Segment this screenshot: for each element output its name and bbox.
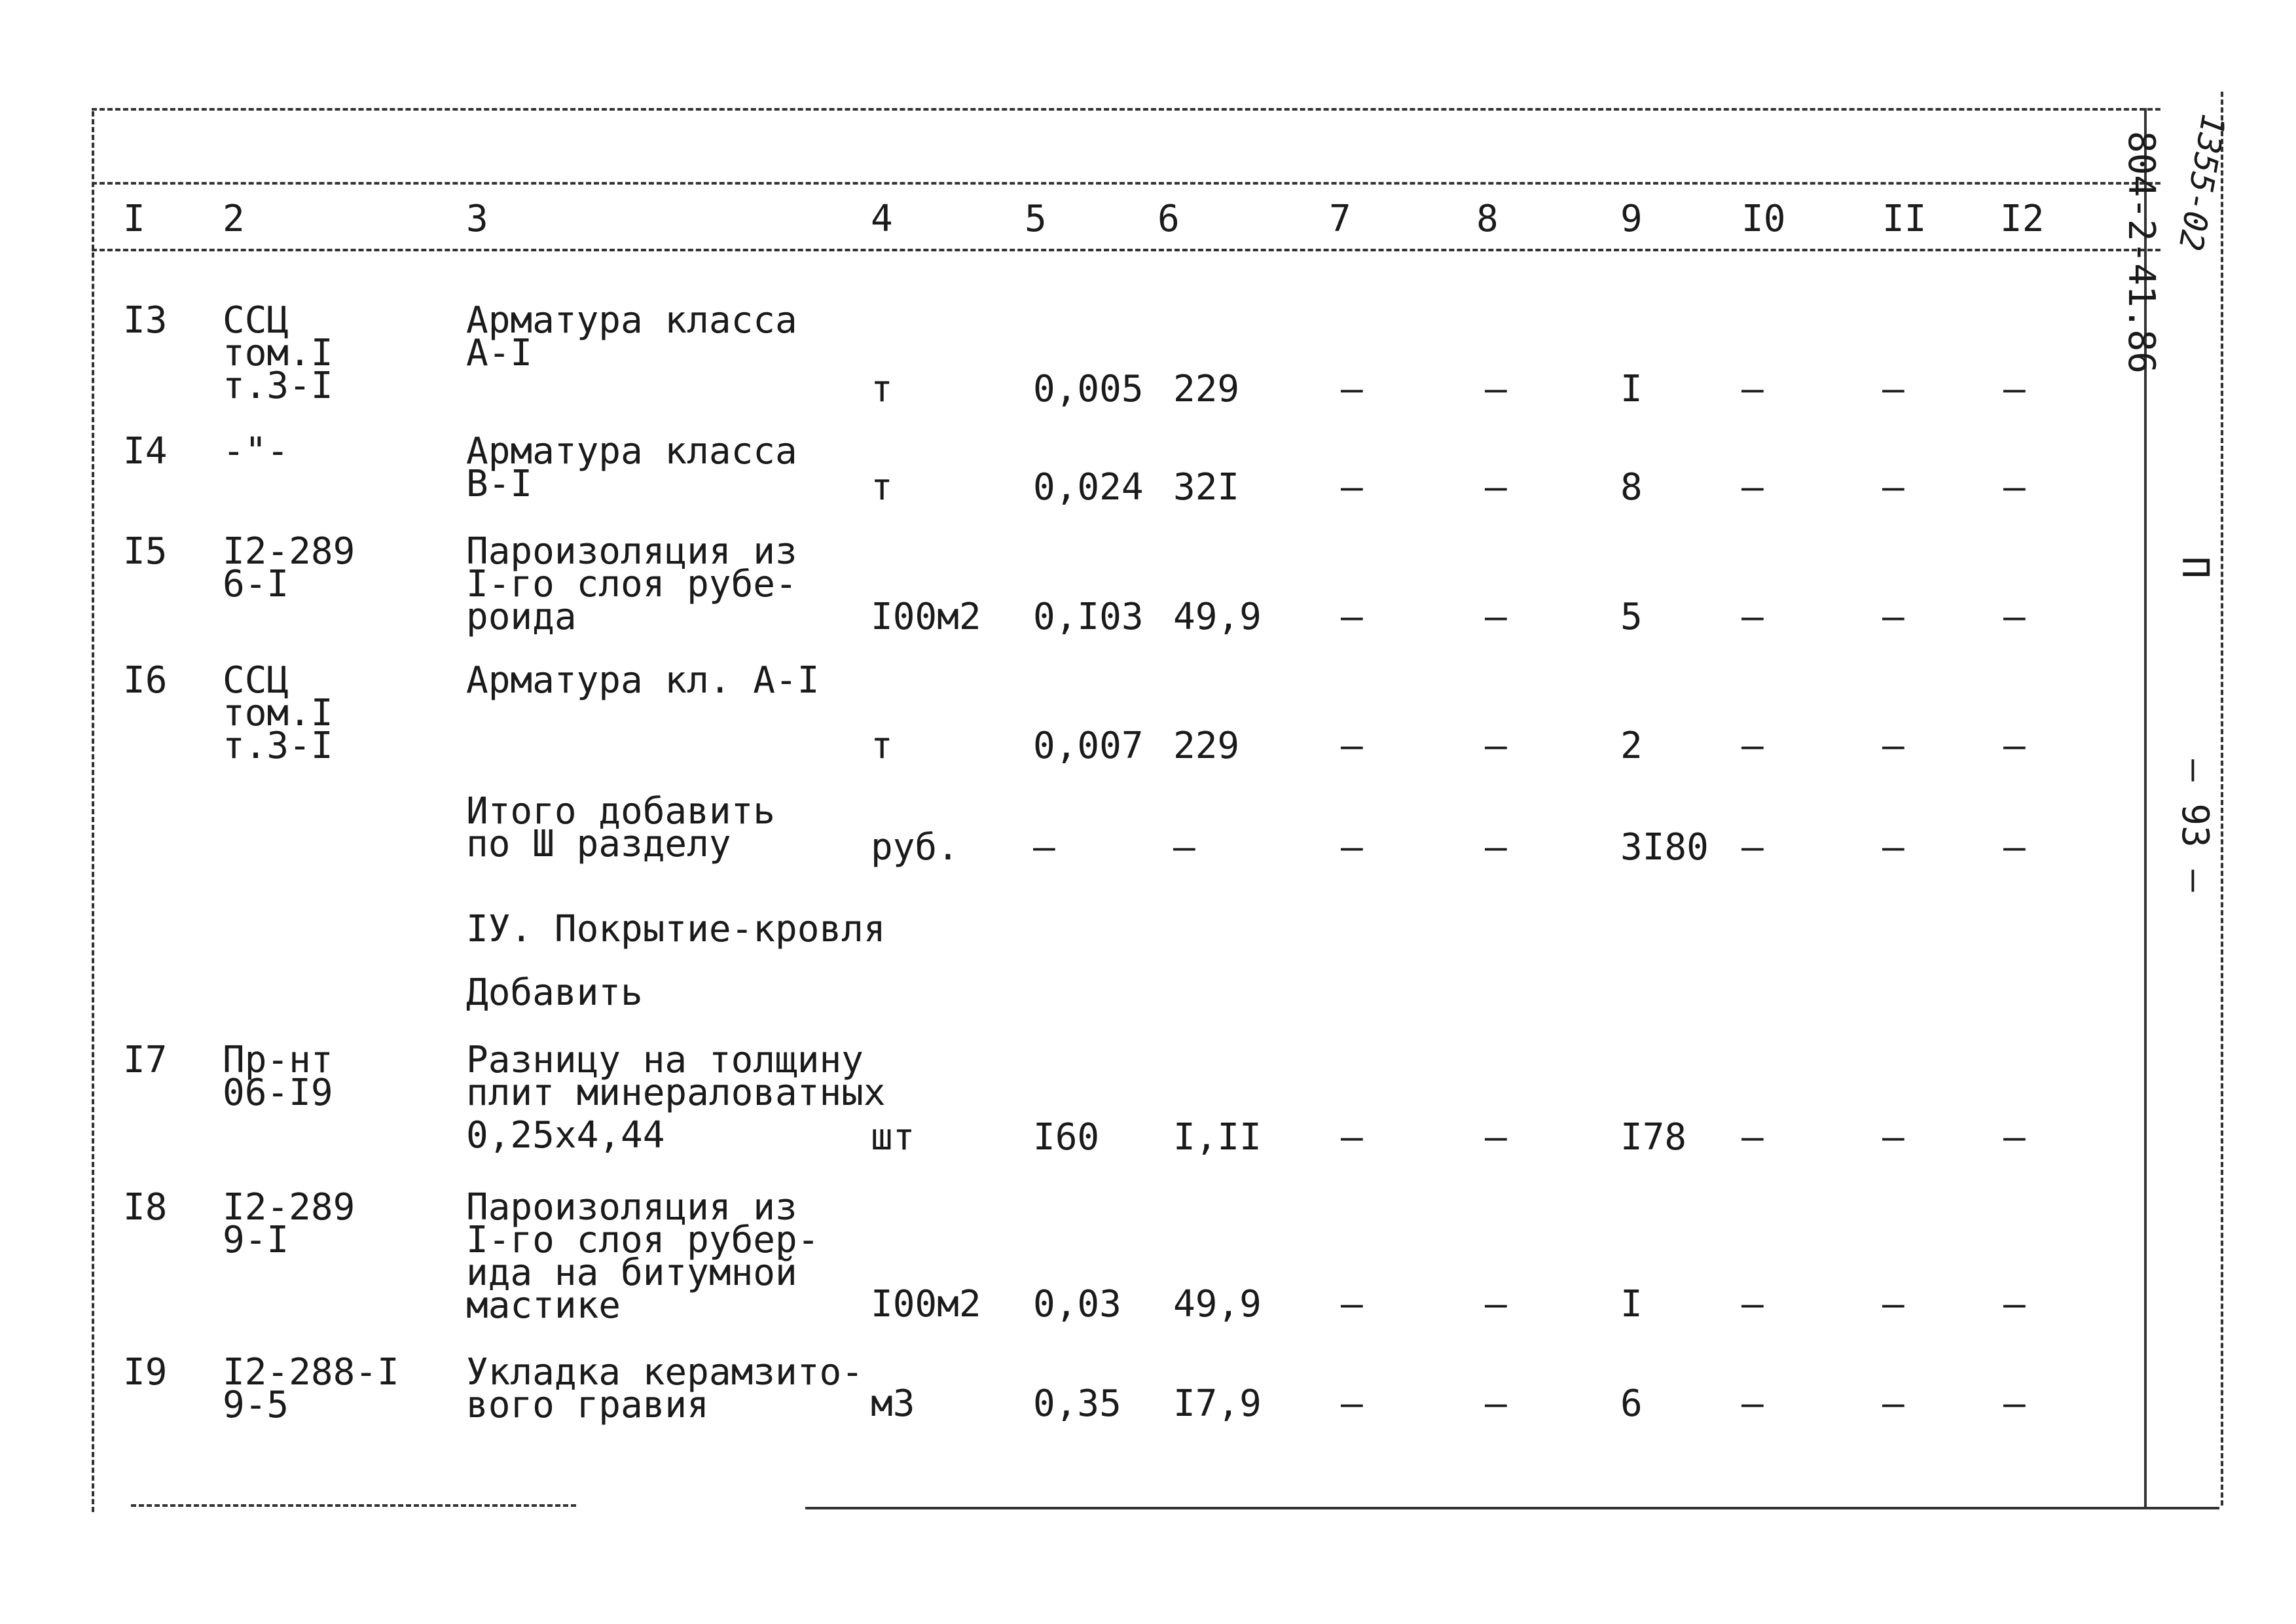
work-name: Арматура класса [466,430,797,473]
col10-value: – [1741,725,1764,767]
col11-value: – [1882,1382,1904,1425]
col10-value: – [1741,466,1764,509]
norm-code: I2-289 [223,530,355,573]
total-amount: 3I80 [1620,826,1709,869]
col12-value: – [2003,368,2026,410]
top-rule [92,108,2160,111]
left-border [92,111,94,1512]
work-name: I-го слоя рубер- [466,1219,820,1261]
unit: т [871,466,893,509]
row-number: I4 [123,430,168,473]
work-name: Арматура кл. А-I [466,659,820,702]
col8-value: – [1485,368,1507,410]
col9-value: I [1620,1283,1643,1326]
work-name: Пароизоляция из [466,530,797,573]
col8-value: – [1485,596,1507,638]
row-number: I5 [123,530,168,573]
header-bottom-rule [92,249,2160,251]
col-header-3: 3 [466,198,488,240]
col9-value: 2 [1620,725,1643,767]
work-name: вого гравия [466,1384,709,1426]
col7-value: – [1341,1116,1363,1159]
col9-value: 5 [1620,596,1643,638]
work-name: Пароизоляция из [466,1186,797,1229]
col8-value: – [1485,1283,1507,1326]
row-number: I8 [123,1186,168,1229]
norm-code: ССЦ [223,299,289,342]
col8-value: – [1485,826,1507,869]
work-name: А-I [466,332,533,374]
col-header-10: I0 [1741,198,1786,240]
unit: I00м2 [871,1283,981,1326]
quantity: 0,024 [1033,466,1144,509]
norm-code: -"- [223,430,289,473]
col12-value: – [2003,725,2026,767]
col9-value: 6 [1620,1382,1643,1425]
unit-price: I7,9 [1173,1382,1262,1425]
norm-code: т.3-I [223,725,333,767]
row-number: I7 [123,1039,168,1081]
col11-value: – [1882,368,1904,410]
col-header-12: I2 [2000,198,2045,240]
col8-value: – [1485,1116,1507,1159]
row-number: I3 [123,299,168,342]
col7-value: – [1341,596,1363,638]
work-name: Укладка керамзито- [466,1351,864,1394]
outer-right-border [2221,92,2223,1506]
unit: шт [871,1116,915,1159]
col8-value: – [1485,1382,1507,1425]
quantity: 0,007 [1033,725,1144,767]
handwritten-code: 1355-02 [2171,111,2232,254]
work-name: плит минераловатных [466,1072,886,1114]
unit-price: 229 [1173,368,1240,410]
bottom-rule-left [131,1504,576,1507]
unit: руб. [871,826,959,869]
col10-value: – [1741,1116,1764,1159]
unit-price: 49,9 [1173,1283,1262,1326]
work-name: В-I [466,463,533,505]
header-top-rule [92,182,2160,185]
col7-value: – [1341,368,1363,410]
unit-price: 229 [1173,725,1240,767]
quantity: 0,35 [1033,1382,1121,1425]
row-number: I9 [123,1351,168,1394]
col12-value: – [2003,596,2026,638]
section-title: IУ. Покрытие-кровля [466,908,886,950]
quantity: I60 [1033,1116,1100,1159]
col-header-1: I [123,198,145,240]
document-code: 804-2-41.86 [2120,131,2162,374]
norm-code: I2-288-I [223,1351,399,1394]
work-name: Разницу на толщину [466,1039,864,1081]
unit-price: – [1173,826,1195,869]
col7-value: – [1341,1382,1363,1425]
unit: м3 [871,1382,915,1425]
work-name: ида на битумной [466,1252,797,1294]
col-header-7: 7 [1329,198,1351,240]
quantity: 0,03 [1033,1283,1121,1326]
col9-value: 8 [1620,466,1643,509]
norm-code: том.I [223,332,333,374]
col10-value: – [1741,1382,1764,1425]
col10-value: – [1741,596,1764,638]
col11-value: – [1882,596,1904,638]
norm-code: 9-5 [223,1384,289,1426]
col12-value: – [2003,1116,2026,1159]
col11-value: – [1882,725,1904,767]
row-number: I6 [123,659,168,702]
col10-value: – [1741,368,1764,410]
col10-value: – [1741,826,1764,869]
quantity: 0,005 [1033,368,1144,410]
col-header-8: 8 [1476,198,1499,240]
norm-code: Пр-нт [223,1039,333,1081]
col11-value: – [1882,826,1904,869]
norm-code: том.I [223,692,333,734]
work-name: Арматура класса [466,299,797,342]
col9-value: I78 [1620,1116,1687,1159]
col12-value: – [2003,1382,2026,1425]
norm-code: 9-I [223,1219,289,1261]
work-name: 0,25х4,44 [466,1114,665,1157]
col-header-5: 5 [1025,198,1047,240]
unit-price: 32I [1173,466,1240,509]
col-header-4: 4 [871,198,893,240]
col8-value: – [1485,725,1507,767]
unit: т [871,725,893,767]
section-add-label: Добавить [466,971,643,1014]
norm-code: ССЦ [223,659,289,702]
col11-value: – [1882,466,1904,509]
sheet-letter: П [2174,556,2216,579]
col11-value: – [1882,1116,1904,1159]
col8-value: – [1485,466,1507,509]
quantity: 0,I03 [1033,596,1144,638]
work-name: I-го слоя рубе- [466,563,797,605]
unit: I00м2 [871,596,981,638]
page-number: — 93 — [2174,759,2216,892]
norm-code: т.3-I [223,365,333,407]
work-name: мастике [466,1284,621,1327]
col10-value: – [1741,1283,1764,1326]
work-name: роида [466,596,577,638]
col12-value: – [2003,826,2026,869]
col9-value: I [1620,368,1643,410]
norm-code: 6-I [223,563,289,605]
col-header-9: 9 [1620,198,1643,240]
col7-value: – [1341,466,1363,509]
col12-value: – [2003,1283,2026,1326]
norm-code: I2-289 [223,1186,355,1229]
col7-value: – [1341,826,1363,869]
total-label: по Ш разделу [466,823,731,865]
col11-value: – [1882,1283,1904,1326]
col12-value: – [2003,466,2026,509]
col7-value: – [1341,1283,1363,1326]
col-header-6: 6 [1157,198,1180,240]
unit-price: I,II [1173,1116,1262,1159]
unit-price: 49,9 [1173,596,1262,638]
col-header-2: 2 [223,198,245,240]
bottom-rule-right [805,1507,2219,1509]
col-header-11: II [1882,198,1927,240]
total-label: Итого добавить [466,790,776,833]
col7-value: – [1341,725,1363,767]
quantity: – [1033,826,1055,869]
unit: т [871,368,893,410]
norm-code: 06-I9 [223,1072,333,1114]
